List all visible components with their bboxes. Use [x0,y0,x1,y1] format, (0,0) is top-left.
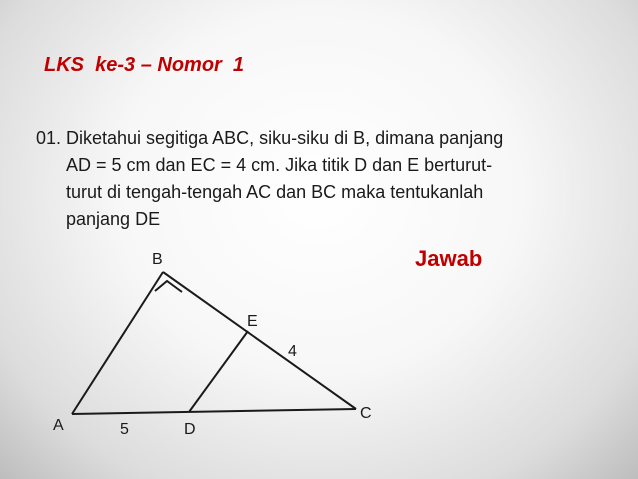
problem-line-2: AD = 5 cm dan EC = 4 cm. Jika titik D dan E berturut- [66,155,493,175]
answer-label: Jawab [415,246,483,271]
side-bc [163,272,356,409]
problem-line-1: Diketahui segitiga ABC, siku-siku di B, dimana panjang [66,128,504,148]
side-ab [72,272,163,414]
point-label-d: D [184,421,196,438]
problem-number: 01. [36,128,62,148]
side-ac [72,409,356,414]
problem-line-3: turut di tengah-tengah AC dan BC maka tentukanlah [66,182,484,202]
vertex-label-a: A [53,417,64,434]
vertex-label-b: B [152,251,163,268]
length-label-ec: 4 [288,343,297,360]
vertex-label-c: C [360,405,372,422]
point-label-e: E [247,313,258,330]
length-label-ad: 5 [120,421,129,438]
segment-de [189,331,248,412]
problem-line-4: panjang DE [66,209,161,229]
slide-title: LKS ke-3 – Nomor 1 [44,54,245,76]
